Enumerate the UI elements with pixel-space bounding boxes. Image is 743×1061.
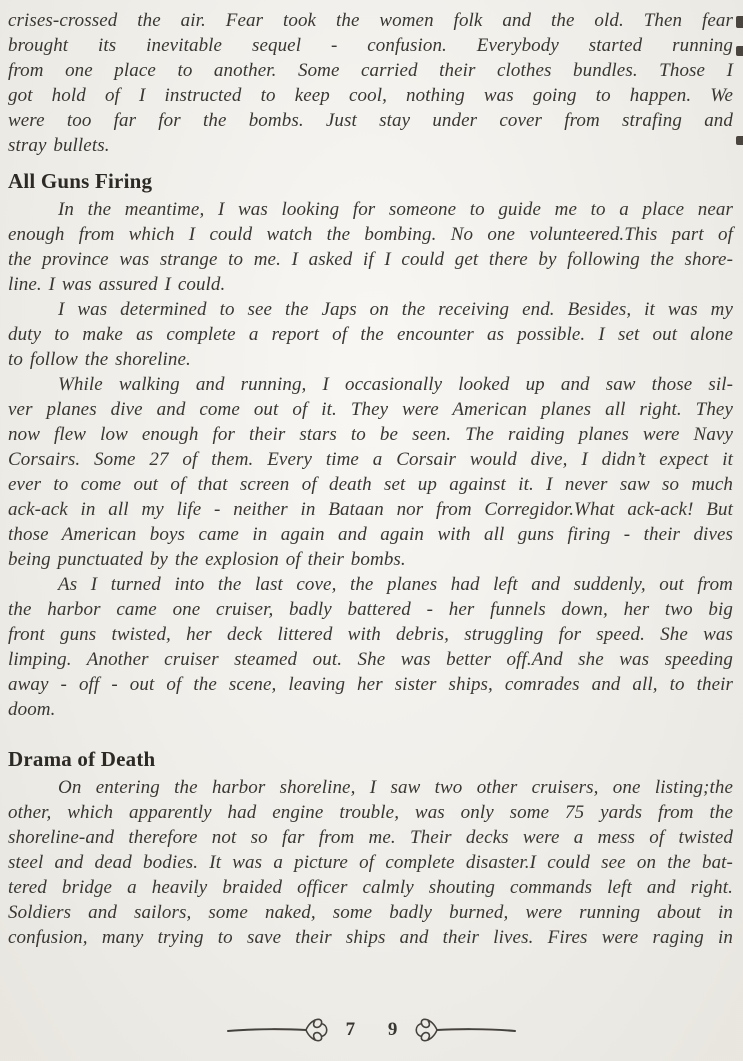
text-line: ack-ack in all my life - neither in Bataan nor from Corregidor.What ack-ack! But bbox=[8, 499, 733, 520]
text-line: being punctuated by the explosion of their bombs. bbox=[8, 549, 406, 570]
text-line: While walking and running, I occasionally looked up and saw those sil- bbox=[58, 374, 733, 395]
text-line: ever to come out of that screen of death set up against it. I never saw so much bbox=[8, 474, 733, 495]
text-line: Corsairs. Some 27 of them. Every time a Corsair would dive, I didn’t expect it bbox=[8, 449, 733, 470]
text-line: ver planes dive and come out of it. They were American planes all right. They bbox=[8, 399, 733, 420]
text-line: stray bullets. bbox=[8, 135, 110, 156]
page-footer bbox=[0, 1013, 743, 1047]
section-heading-drama-of-death: Drama of Death bbox=[8, 747, 156, 771]
text-line: crises-crossed the air. Fear took the women folk and the old. Then fear bbox=[8, 10, 733, 31]
text-line: confusion, many trying to save their ships and their lives. Fires were raging in bbox=[8, 927, 733, 948]
paragraph bbox=[8, 197, 733, 297]
text-line: shoreline-and therefore not so far from me. Their decks were a mess of twisted bbox=[8, 827, 733, 848]
text-line: I was determined to see the Japs on the receiving end. Besides, it was my bbox=[58, 299, 733, 320]
text-line: the province was strange to me. I asked if I could get there by following the shore- bbox=[8, 249, 733, 270]
text-line: other, which apparently had engine trouble, was only some 75 yards from the bbox=[8, 802, 733, 823]
text-line: those American boys came in again and again with all guns firing - their dives bbox=[8, 524, 733, 545]
text-line: enough from which I could watch the bombing. No one volunteered.This part of bbox=[8, 224, 733, 245]
text-line: the harbor came one cruiser, badly battered - her funnels down, her two big bbox=[8, 599, 733, 620]
text-line: Soldiers and sailors, some naked, some badly burned, were running about in bbox=[8, 902, 733, 923]
intro-paragraph bbox=[8, 8, 733, 158]
fleuron-flourish-icon bbox=[226, 1013, 330, 1047]
text-line: away - off - out of the scene, leaving her sister ships, comrades and all, to their bbox=[8, 674, 733, 695]
text-line: to follow the shoreline. bbox=[8, 349, 191, 370]
paragraph bbox=[8, 297, 733, 372]
text-line: In the meantime, I was looking for someone to guide me to a place near bbox=[58, 199, 733, 220]
text-line: As I turned into the last cove, the planes had left and suddenly, out from bbox=[58, 574, 733, 595]
paragraph bbox=[8, 572, 733, 722]
text-line: steel and dead bodies. It was a picture of complete disaster.I could see on the bat- bbox=[8, 852, 733, 873]
text-line: front guns twisted, her deck littered with debris, struggling for speed. She was bbox=[8, 624, 733, 645]
section-heading-all-guns-firing: All Guns Firing bbox=[8, 169, 153, 193]
text-line: line. I was assured I could. bbox=[8, 274, 226, 295]
text-line: brought its inevitable sequel - confusion. Everybody started running bbox=[8, 35, 733, 56]
text-line: were too far for the bombs. Just stay under cover from strafing and bbox=[8, 110, 733, 131]
text-line: tered bridge a heavily braided officer calmly shouting commands left and right. bbox=[8, 877, 733, 898]
text-line: limping. Another cruiser steamed out. She was better off.And she was speeding bbox=[8, 649, 733, 670]
page-number: 7 9 bbox=[345, 1019, 398, 1040]
text-line: got hold of I instructed to keep cool, nothing was going to happen. We bbox=[8, 85, 733, 106]
text-line: now flew low enough for their stars to be seen. The raiding planes were Navy bbox=[8, 424, 733, 445]
fleuron-flourish-icon bbox=[413, 1013, 517, 1047]
paragraph bbox=[8, 775, 733, 950]
scan-artifact-mark bbox=[736, 16, 743, 28]
text-line: On entering the harbor shoreline, I saw two other cruisers, one listing;the bbox=[58, 777, 733, 798]
scan-artifact-mark bbox=[736, 136, 743, 145]
paragraph bbox=[8, 372, 733, 572]
text-line: doom. bbox=[8, 699, 56, 720]
scan-artifact-mark bbox=[736, 46, 743, 56]
text-line: duty to make as complete a report of the encounter as possible. I set out alone bbox=[8, 324, 733, 345]
text-line: from one place to another. Some carried their clothes bundles. Those I bbox=[8, 60, 733, 81]
